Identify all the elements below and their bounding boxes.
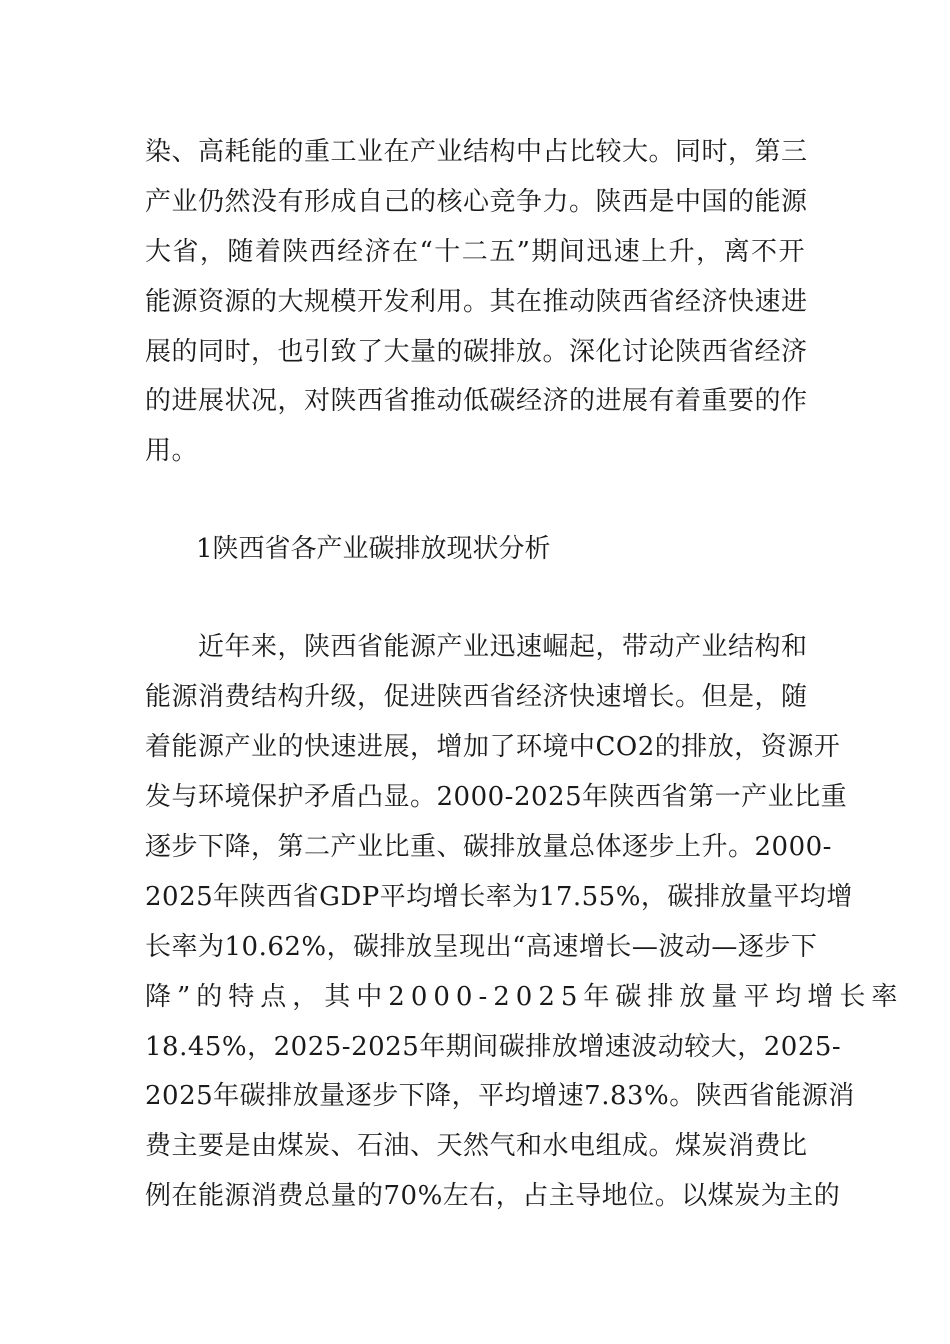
paragraph-2-line-7: 长率为10.62%，碳排放呈现出“高速增长—波动—逐步下 <box>145 932 818 962</box>
section-heading: 1陕西省各产业碳排放现状分析 <box>196 534 551 564</box>
paragraph-2-line-8: 降”的特点，其中2000-2025年碳排放量平均增长率 <box>145 982 904 1012</box>
paragraph-2-line-9: 18.45%，2025-2025年期间碳排放增速波动较大，2025- <box>145 1032 842 1062</box>
paragraph-1-line-2: 产业仍然没有形成自己的核心竞争力。陕西是中国的能源 <box>145 187 808 217</box>
paragraph-1-line-1: 染、高耗能的重工业在产业结构中占比较大。同时，第三 <box>145 137 808 167</box>
paragraph-2-line-1: 近年来，陕西省能源产业迅速崛起，带动产业结构和 <box>145 632 808 662</box>
paragraph-2-line-10: 2025年碳排放量逐步下降，平均增速7.83%。陕西省能源消 <box>145 1081 855 1111</box>
paragraph-2-line-3: 着能源产业的快速进展，增加了环境中CO2的排放，资源开 <box>145 732 841 762</box>
paragraph-1-line-3: 大省，随着陕西经济在“十二五”期间迅速上升，离不开 <box>145 237 805 267</box>
paragraph-2-line-11: 费主要是由煤炭、石油、天然气和水电组成。煤炭消费比 <box>145 1131 808 1161</box>
paragraph-2-line-5: 逐步下降，第二产业比重、碳排放量总体逐步上升。2000- <box>145 832 832 862</box>
paragraph-2-line-6: 2025年陕西省GDP平均增长率为17.55%，碳排放量平均增 <box>145 882 853 912</box>
paragraph-2-line-4: 发与环境保护矛盾凸显。2000-2025年陕西省第一产业比重 <box>145 782 848 812</box>
paragraph-2-line-12: 例在能源消费总量的70%左右，占主导地位。以煤炭为主的 <box>145 1181 841 1211</box>
paragraph-1-line-4: 能源资源的大规模开发利用。其在推动陕西省经济快速进 <box>145 287 808 317</box>
paragraph-2-line-2: 能源消费结构升级，促进陕西省经济快速增长。但是，随 <box>145 682 808 712</box>
paragraph-1-line-5: 展的同时，也引致了大量的碳排放。深化讨论陕西省经济 <box>145 337 808 367</box>
paragraph-1-line-6: 的进展状况，对陕西省推动低碳经济的进展有着重要的作 <box>145 386 808 416</box>
paragraph-1-line-7: 用。 <box>145 436 199 466</box>
